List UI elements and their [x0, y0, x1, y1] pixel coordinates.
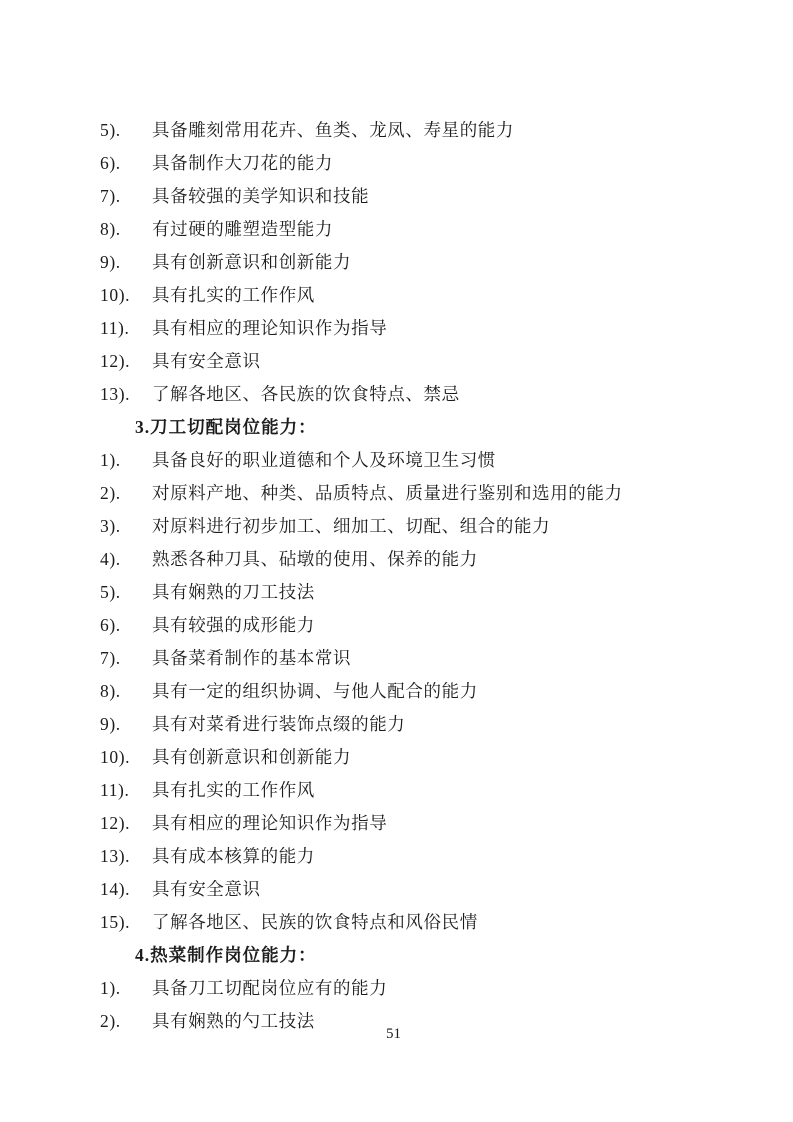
list-item-number: 1).: [100, 978, 121, 998]
list-item-number: 11).: [100, 780, 130, 800]
list-item-text: 了解各地区、各民族的饮食特点、禁忌: [152, 384, 460, 404]
section-heading-text: 4.热菜制作岗位能力：: [135, 945, 317, 965]
list-item-text: 了解各地区、民族的饮食特点和风俗民情: [152, 912, 478, 932]
list-item: [100, 279, 753, 312]
section-heading: [100, 939, 753, 972]
list-item: [100, 378, 753, 411]
list-item-text: 具备刀工切配岗位应有的能力: [152, 978, 388, 998]
list-item-number: 9).: [100, 252, 121, 272]
list-item-number: 10).: [100, 285, 131, 305]
list-item-text: 具备较强的美学知识和技能: [152, 186, 370, 206]
list-item: [100, 312, 753, 345]
list-item: [100, 477, 753, 510]
list-item-text: 具有扎实的工作作风: [152, 780, 315, 800]
list-item-number: 4).: [100, 549, 121, 569]
list-item: [100, 840, 753, 873]
list-item-number: 12).: [100, 813, 131, 833]
list-item-text: 具有相应的理论知识作为指导: [152, 318, 388, 338]
list-item-text: 具有较强的成形能力: [152, 615, 315, 635]
document-content: [100, 114, 753, 1038]
list-item-text: 具有创新意识和创新能力: [152, 747, 352, 767]
page-number: 51: [386, 1026, 401, 1042]
list-item-number: 13).: [100, 384, 131, 404]
list-item-text: 对原料产地、种类、品质特点、质量进行鉴别和选用的能力: [152, 483, 623, 503]
list-item: [100, 741, 753, 774]
list-item-text: 具有成本核算的能力: [152, 846, 315, 866]
section-heading: [100, 411, 753, 444]
list-item: [100, 576, 753, 609]
list-item: [100, 675, 753, 708]
list-item-text: 对原料进行初步加工、细加工、切配、组合的能力: [152, 516, 551, 536]
list-item: [100, 972, 753, 1005]
list-item-text: 具有创新意识和创新能力: [152, 252, 352, 272]
list-item-text: 具有娴熟的勺工技法: [152, 1011, 315, 1031]
list-item-number: 6).: [100, 615, 121, 635]
list-item: [100, 906, 753, 939]
list-item-text: 具备菜肴制作的基本常识: [152, 648, 352, 668]
list-item-number: 7).: [100, 186, 121, 206]
list-item: [100, 114, 753, 147]
list-item-number: 10).: [100, 747, 131, 767]
list-item: [100, 807, 753, 840]
list-item-text: 具有相应的理论知识作为指导: [152, 813, 388, 833]
list-item-text: 具备制作大刀花的能力: [152, 153, 333, 173]
list-item: [100, 213, 753, 246]
list-item-text: 具备良好的职业道德和个人及环境卫生习惯: [152, 450, 496, 470]
list-item: [100, 345, 753, 378]
list-item-number: 13).: [100, 846, 131, 866]
list-item: [100, 609, 753, 642]
list-item-number: 7).: [100, 648, 121, 668]
list-item-number: 6).: [100, 153, 121, 173]
list-item-text: 有过硬的雕塑造型能力: [152, 219, 333, 239]
list-item-number: 2).: [100, 1011, 121, 1031]
list-item: [100, 543, 753, 576]
list-item-text: 具有扎实的工作作风: [152, 285, 315, 305]
list-item-number: 8).: [100, 219, 121, 239]
list-item-number: 12).: [100, 351, 131, 371]
list-item-number: 8).: [100, 681, 121, 701]
list-item-text: 具有安全意识: [152, 351, 261, 371]
list-item-number: 14).: [100, 879, 131, 899]
list-item: [100, 774, 753, 807]
list-item-number: 1).: [100, 450, 121, 470]
list-item: [100, 510, 753, 543]
list-item: [100, 246, 753, 279]
list-item-number: 5).: [100, 582, 121, 602]
list-item-text: 具有娴熟的刀工技法: [152, 582, 315, 602]
list-item-text: 具备雕刻常用花卉、鱼类、龙凤、寿星的能力: [152, 120, 514, 140]
list-item: [100, 642, 753, 675]
list-item-number: 5).: [100, 120, 121, 140]
list-item: [100, 180, 753, 213]
list-item-text: 熟悉各种刀具、砧墩的使用、保养的能力: [152, 549, 478, 569]
list-item-text: 具有对菜肴进行装饰点缀的能力: [152, 714, 406, 734]
list-item-number: 9).: [100, 714, 121, 734]
list-item-number: 3).: [100, 516, 121, 536]
list-item: [100, 147, 753, 180]
list-item: [100, 444, 753, 477]
list-item-number: 2).: [100, 483, 121, 503]
list-item-number: 15).: [100, 912, 131, 932]
section-heading-text: 3.刀工切配岗位能力：: [135, 417, 317, 437]
list-item-text: 具有一定的组织协调、与他人配合的能力: [152, 681, 478, 701]
list-item-number: 11).: [100, 318, 130, 338]
list-item: [100, 708, 753, 741]
list-item-text: 具有安全意识: [152, 879, 261, 899]
list-item: [100, 873, 753, 906]
